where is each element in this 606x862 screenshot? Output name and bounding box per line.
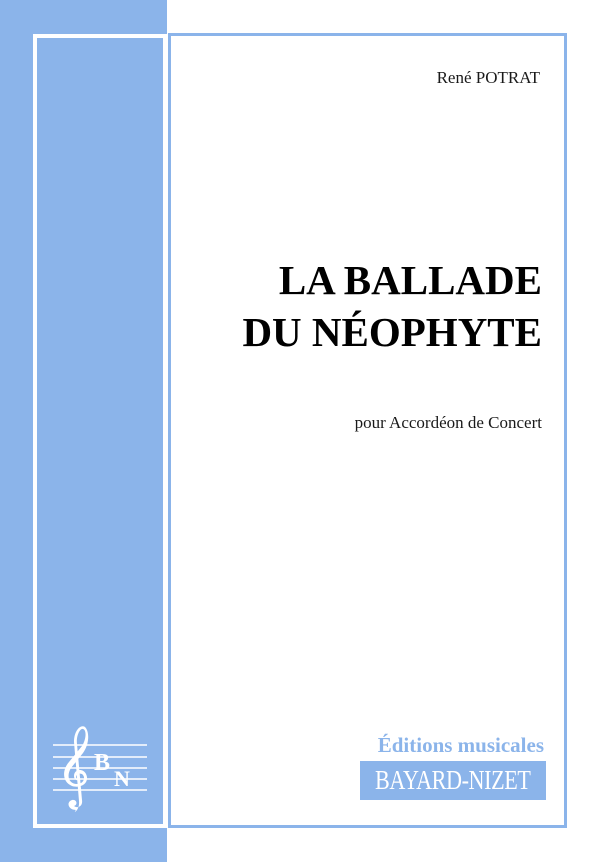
page-title — [242, 254, 542, 358]
publisher-label: Éditions musicales — [377, 733, 544, 757]
publisher-name-badge — [360, 761, 546, 800]
sidebar-white-frame — [33, 34, 167, 828]
logo-letter-b: B — [94, 750, 111, 776]
publisher-name: BAYARD-NIZET — [375, 765, 531, 795]
title-line-2: DU NÉOPHYTE — [242, 309, 542, 355]
subtitle-instrumentation: pour Accordéon de Concert — [354, 413, 542, 432]
treble-clef-logo-icon — [52, 724, 152, 812]
title-line-1: LA BALLADE — [278, 257, 542, 303]
logo-letter-n: N — [114, 766, 130, 791]
author-name: René POTRAT — [436, 68, 540, 87]
